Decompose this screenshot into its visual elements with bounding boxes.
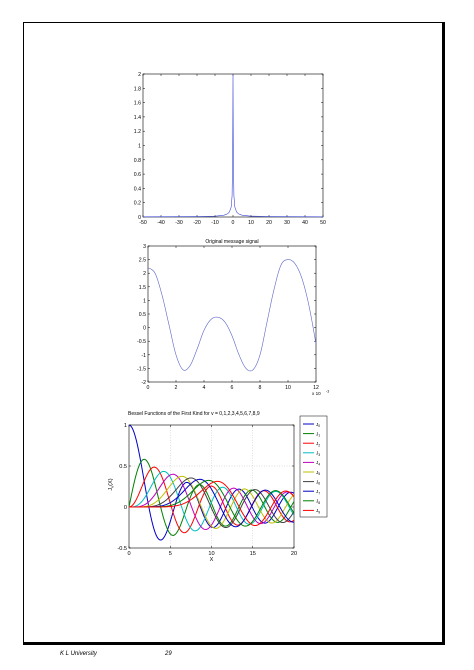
chart-1-x-tick-label: 0	[146, 385, 150, 391]
chart-0-x-tick-label: -20	[193, 220, 201, 226]
chart-2-y-label-main: J	[108, 487, 114, 491]
chart-1-x-tick-label: 6	[230, 385, 234, 391]
chart-0-y-tick-label: 1	[138, 143, 141, 150]
legend-label-sub: 6	[318, 481, 321, 486]
chart-1-x-tick-label: 10	[285, 385, 291, 391]
chart-0-x-tick-label: -50	[139, 220, 147, 226]
chart-1-y-tick-label: -1.5	[137, 366, 146, 373]
chart-1-y-tick-label: 0	[143, 325, 146, 332]
chart-0-x-tick-label: -30	[175, 220, 183, 226]
chart-2-title: Bessel Functions of the First Kind for v = 0,1,2,3,4,5,6,7,8,9	[128, 411, 260, 417]
chart-1-plot-area	[148, 246, 316, 382]
chart-1-y-tick-label: 1.5	[138, 284, 146, 291]
chart-0-x-tick-label: 10	[248, 220, 254, 226]
chart-0-x-tick-label: 30	[284, 220, 290, 226]
chart-2-x-label: X	[209, 557, 214, 563]
legend-label-main: J	[316, 421, 319, 427]
legend-label-sub: 9	[318, 510, 321, 515]
chart-0-y-tick-label: 1.6	[133, 100, 141, 107]
footer-page-number: 29	[165, 651, 172, 657]
chart-1-y-tick-label: 2.5	[138, 257, 146, 264]
legend-label-main: J	[316, 441, 319, 446]
legend-label-sub: 5	[318, 472, 321, 477]
legend-label-sub: 4	[318, 462, 321, 467]
chart-0-y-tick-label: 2	[138, 72, 141, 78]
chart-1-x-tick-label: 8	[258, 385, 262, 391]
chart-0-x-tick-label: 40	[302, 220, 308, 226]
chart-0-y-tick-label: 0.6	[133, 172, 141, 179]
chart-1-y-tick-label: -1	[141, 352, 146, 359]
chart-1-y-tick-label: -2	[141, 380, 146, 386]
legend-label-main: J	[316, 460, 319, 466]
chart-1-x-tick-label: 12	[313, 385, 319, 391]
chart-1-y-tick-label: 3	[143, 244, 146, 250]
legend-label-main: J	[316, 450, 319, 456]
chart-1-x-multiplier: x 10	[312, 391, 321, 396]
chart-2-legend	[300, 416, 327, 517]
chart-1-title: Original message signal	[205, 239, 259, 245]
chart-0-x-tick-label: 20	[266, 220, 272, 226]
chart-2-x-tick-label: 20	[290, 551, 298, 557]
chart-1-x-tick-label: 4	[202, 385, 206, 391]
legend-label-main: J	[316, 431, 319, 437]
legend-label-sub: 2	[318, 443, 321, 448]
chart-2-y-tick-label: -0.5	[117, 546, 127, 552]
chart-0-x-tick-label: -10	[211, 220, 219, 226]
legend-label-sub: 3	[318, 452, 321, 457]
chart-2-y-label-sub: v	[109, 485, 115, 488]
chart-2-y-label-tail: (X)	[108, 478, 114, 486]
chart-1-y-tick-label: 2	[143, 271, 146, 278]
chart-0-y-tick-label: 0.4	[133, 186, 141, 193]
chart-2-y-tick-label: 0	[123, 505, 127, 511]
legend-label-main: J	[316, 469, 319, 475]
legend-label-main: J	[316, 508, 319, 514]
legend-label-main: J	[316, 498, 319, 504]
chart-1-y-tick-label: 0.5	[138, 312, 146, 318]
chart-0-y-tick-label: 0.8	[133, 157, 141, 164]
chart-1-x-multiplier-exponent: -3	[326, 389, 330, 394]
legend-label-main: J	[316, 479, 319, 485]
chart-0-x-tick-label: 0	[231, 220, 235, 226]
legend-label-sub: 8	[318, 500, 321, 505]
chart-0-y-tick-label: 0.2	[133, 200, 141, 207]
chart-0-y-tick-label: 1.8	[133, 86, 141, 93]
chart-1-y-tick-label: -0.5	[137, 339, 146, 346]
footer-university: K L University	[60, 651, 97, 657]
chart-0-y-tick-label: 1.2	[133, 129, 141, 136]
chart-1-x-tick-label: 2	[174, 385, 178, 391]
chart-0-y-tick-label: 1.4	[133, 114, 141, 121]
legend-label-sub: 1	[318, 433, 321, 438]
chart-0-y-tick-label: 0	[138, 215, 141, 221]
legend-label-sub: 7	[318, 491, 321, 496]
chart-2-y-tick-label: 0.5	[119, 464, 127, 470]
chart-2-y-tick-label: 1	[123, 423, 127, 429]
chart-1-y-tick-label: 1	[143, 298, 146, 305]
chart-0-x-tick-label: -40	[157, 220, 165, 226]
chart-2-x-tick-label: 0	[127, 551, 131, 557]
chart-2-y-label	[108, 478, 115, 490]
legend-label-main: J	[316, 489, 319, 494]
legend-label-sub: 0	[318, 424, 321, 429]
chart-0-x-tick-label: 50	[320, 220, 326, 226]
chart-2-x-tick-label: 5	[168, 551, 172, 557]
chart-2-x-tick-label: 10	[208, 551, 215, 557]
chart-2-x-tick-label: 15	[249, 551, 256, 557]
